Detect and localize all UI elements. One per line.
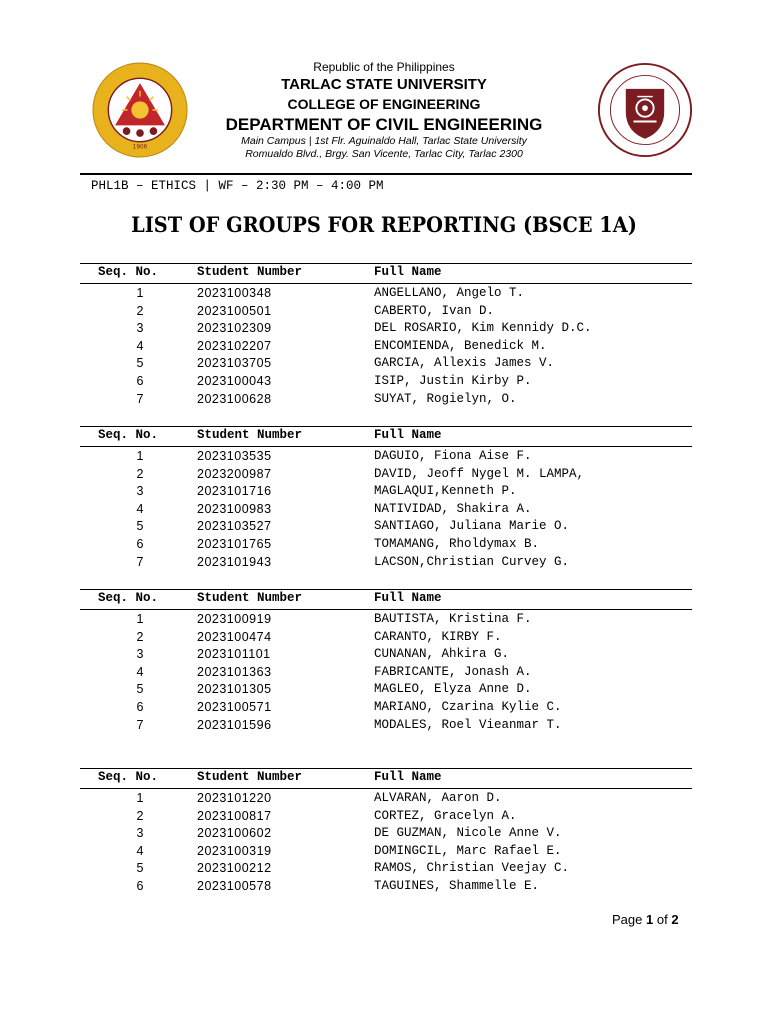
- student-number-cell: 2023103705: [197, 356, 272, 371]
- seq-no-cell: 1: [136, 449, 144, 463]
- table-row: [80, 645, 692, 663]
- seq-no-cell: 4: [136, 338, 144, 353]
- full-name-cell: MAGLAQUI,Kenneth P.: [374, 484, 517, 499]
- full-name-cell: ENCOMIENDA, Benedick M.: [374, 338, 547, 353]
- student-number-cell: 2023102207: [197, 338, 272, 353]
- column-header-full-name: Full Name: [374, 770, 442, 784]
- full-name-cell: CABERTO, Ivan D.: [374, 303, 495, 318]
- group-table: [80, 263, 692, 407]
- full-name-cell: DAGUIO, Fiona Aise F.: [374, 449, 532, 463]
- seq-no-cell: 7: [136, 554, 144, 569]
- document-title: LIST OF GROUPS FOR REPORTING (BSCE 1A): [131, 212, 637, 237]
- seq-no-cell: 5: [136, 682, 144, 697]
- group-table: [80, 589, 692, 733]
- full-name-cell: RAMOS, Christian Veejay C.: [374, 861, 570, 876]
- student-number-cell: 2023103527: [197, 519, 272, 534]
- seq-no-cell: 7: [136, 717, 144, 732]
- full-name-cell: DEL ROSARIO, Kim Kennidy D.C.: [374, 321, 592, 336]
- full-name-cell: CUNANAN, Ahkira G.: [374, 647, 510, 662]
- student-number-cell: 2023103535: [197, 449, 272, 463]
- table-row: [80, 500, 692, 518]
- student-number-cell: 2023101716: [197, 484, 272, 499]
- table-row: [80, 807, 692, 825]
- student-number-cell: 2023101765: [197, 536, 272, 551]
- seq-no-cell: 3: [136, 647, 144, 662]
- group-table: [80, 426, 692, 570]
- column-header-student-number: Student Number: [197, 428, 303, 442]
- student-number-cell: 2023100319: [197, 843, 272, 858]
- student-number-cell: 2023100817: [197, 808, 272, 823]
- seq-no-cell: 3: [136, 826, 144, 841]
- table-row: [80, 482, 692, 500]
- seq-no-cell: 7: [136, 391, 144, 406]
- page-total: 2: [671, 912, 679, 927]
- group-table: [80, 768, 692, 895]
- full-name-cell: SUYAT, Rogielyn, O.: [374, 391, 517, 406]
- table-header-row: [80, 263, 692, 284]
- seq-no-cell: 6: [136, 878, 144, 893]
- seq-no-cell: 6: [136, 699, 144, 714]
- table-row: [80, 698, 692, 716]
- full-name-cell: FABRICANTE, Jonash A.: [374, 664, 532, 679]
- column-header-full-name: Full Name: [374, 428, 442, 442]
- table-row: [80, 372, 692, 390]
- table-row: [80, 610, 692, 628]
- full-name-cell: BAUTISTA, Kristina F.: [374, 612, 532, 626]
- full-name-cell: ISIP, Justin Kirby P.: [374, 373, 532, 388]
- table-row: [80, 663, 692, 681]
- document-header: [0, 0, 768, 175]
- student-number-cell: 2023100501: [197, 303, 272, 318]
- header-university-name: TARLAC STATE UNIVERSITY: [281, 76, 487, 93]
- seq-no-cell: 6: [136, 373, 144, 388]
- student-number-cell: 2023100578: [197, 878, 272, 893]
- seq-no-cell: 1: [136, 791, 144, 805]
- table-row: [80, 465, 692, 483]
- seq-no-cell: 2: [136, 808, 144, 823]
- seq-no-cell: 5: [136, 519, 144, 534]
- header-republic-line: Republic of the Philippines: [313, 60, 455, 74]
- full-name-cell: DE GUZMAN, Nicole Anne V.: [374, 826, 562, 841]
- full-name-cell: MODALES, Roel Vieanmar T.: [374, 717, 562, 732]
- student-number-cell: 2023100983: [197, 501, 272, 516]
- full-name-cell: MARIANO, Czarina Kylie C.: [374, 699, 562, 714]
- page-of-label: of: [656, 912, 668, 927]
- full-name-cell: SANTIAGO, Juliana Marie O.: [374, 519, 570, 534]
- full-name-cell: DOMINGCIL, Marc Rafael E.: [374, 843, 562, 858]
- table-row: [80, 447, 692, 465]
- table-row: [80, 877, 692, 895]
- student-number-cell: 2023100628: [197, 391, 272, 406]
- full-name-cell: TOMAMANG, Rholdymax B.: [374, 536, 540, 551]
- seq-no-cell: 2: [136, 303, 144, 318]
- seq-no-cell: 5: [136, 861, 144, 876]
- header-address-line-1: Main Campus | 1st Flr. Aguinaldo Hall, Tarlac State University: [241, 135, 527, 147]
- table-header-row: [80, 426, 692, 447]
- column-header-student-number: Student Number: [197, 591, 303, 605]
- table-row: [80, 842, 692, 860]
- table-row: [80, 302, 692, 320]
- student-number-cell: 2023101220: [197, 791, 272, 805]
- seq-no-cell: 6: [136, 536, 144, 551]
- seq-no-cell: 2: [136, 466, 144, 481]
- header-department-name: DEPARTMENT OF CIVIL ENGINEERING: [225, 115, 543, 134]
- full-name-cell: MAGLEO, Elyza Anne D.: [374, 682, 532, 697]
- student-number-cell: 2023101363: [197, 664, 272, 679]
- table-row: [80, 535, 692, 553]
- student-number-cell: 2023100571: [197, 699, 272, 714]
- student-number-cell: 2023101596: [197, 717, 272, 732]
- table-row: [80, 859, 692, 877]
- student-number-cell: 2023101305: [197, 682, 272, 697]
- student-number-cell: 2023101943: [197, 554, 272, 569]
- page-label: Page: [612, 912, 643, 927]
- table-header-row: [80, 768, 692, 789]
- table-row: [80, 517, 692, 535]
- column-header-student-number: Student Number: [197, 770, 303, 784]
- student-number-cell: 2023101101: [197, 647, 271, 662]
- full-name-cell: NATIVIDAD, Shakira A.: [374, 501, 532, 516]
- seq-no-cell: 3: [136, 484, 144, 499]
- table-row: [80, 824, 692, 842]
- column-header-seq-no: Seq. No.: [98, 591, 159, 605]
- full-name-cell: CORTEZ, Gracelyn A.: [374, 808, 517, 823]
- seq-no-cell: 2: [136, 629, 144, 644]
- column-header-student-number: Student Number: [197, 265, 303, 279]
- header-college-name: COLLEGE OF ENGINEERING: [287, 96, 481, 112]
- table-row: [80, 680, 692, 698]
- seq-no-cell: 4: [136, 664, 144, 679]
- table-row: [80, 354, 692, 372]
- student-number-cell: 2023100919: [197, 612, 272, 626]
- student-number-cell: 2023100212: [197, 861, 272, 876]
- student-number-cell: 2023102309: [197, 321, 272, 336]
- page-current: 1: [646, 912, 654, 927]
- full-name-cell: TAGUINES, Shammelle E.: [374, 878, 540, 893]
- seq-no-cell: 1: [136, 286, 144, 300]
- student-number-cell: 2023100043: [197, 373, 272, 388]
- student-number-cell: 2023100474: [197, 629, 272, 644]
- table-row: [80, 319, 692, 337]
- table-row: [80, 789, 692, 807]
- column-header-full-name: Full Name: [374, 265, 442, 279]
- column-header-seq-no: Seq. No.: [98, 428, 159, 442]
- seq-no-cell: 1: [136, 612, 144, 626]
- table-row: [80, 553, 692, 571]
- course-schedule-line: PHL1B – ETHICS | WF – 2:30 PM – 4:00 PM: [91, 179, 384, 193]
- table-row: [80, 284, 692, 302]
- seq-no-cell: 4: [136, 501, 144, 516]
- table-row: [80, 716, 692, 734]
- student-number-cell: 2023100348: [197, 286, 272, 300]
- header-divider: [80, 173, 692, 175]
- page-number: [612, 912, 679, 927]
- seq-no-cell: 4: [136, 843, 144, 858]
- full-name-cell: GARCIA, Allexis James V.: [374, 356, 555, 371]
- seq-no-cell: 5: [136, 356, 144, 371]
- table-row: [80, 337, 692, 355]
- college-of-engineering-seal-logo: [597, 62, 693, 158]
- column-header-seq-no: Seq. No.: [98, 265, 159, 279]
- table-row: [80, 628, 692, 646]
- table-row: [80, 390, 692, 408]
- full-name-cell: ALVARAN, Aaron D.: [374, 791, 502, 805]
- student-number-cell: 2023200987: [197, 466, 272, 481]
- svg-text:1906: 1906: [132, 144, 148, 151]
- column-header-seq-no: Seq. No.: [98, 770, 159, 784]
- full-name-cell: ANGELLANO, Angelo T.: [374, 286, 525, 300]
- header-address-line-2: Romualdo Blvd., Brgy. San Vicente, Tarlac City, Tarlac 2300: [245, 148, 523, 160]
- student-number-cell: 2023100602: [197, 826, 272, 841]
- full-name-cell: CARANTO, KIRBY F.: [374, 629, 502, 644]
- column-header-full-name: Full Name: [374, 591, 442, 605]
- full-name-cell: DAVID, Jeoff Nygel M. LAMPA,: [374, 466, 585, 481]
- full-name-cell: LACSON,Christian Curvey G.: [374, 554, 570, 569]
- table-header-row: [80, 589, 692, 610]
- seq-no-cell: 3: [136, 321, 144, 336]
